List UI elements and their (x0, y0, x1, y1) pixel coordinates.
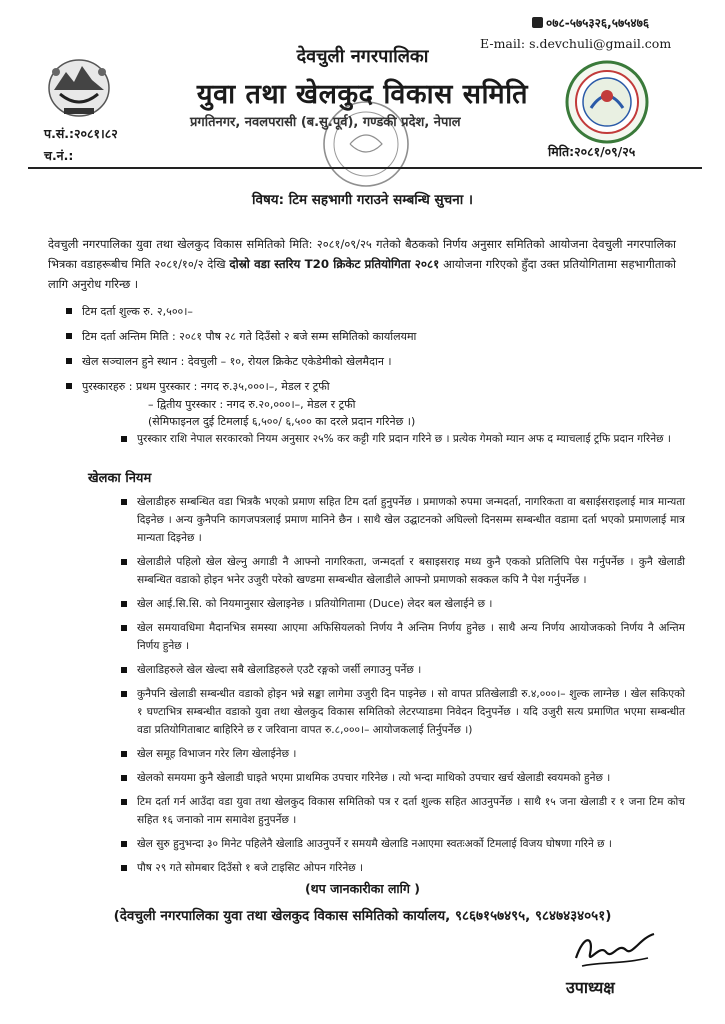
header-divider (28, 167, 702, 169)
official-stamp-icon (316, 98, 416, 190)
intro-text-after: आयोजना गरिएको हुँदा उक्त प्रतियोगितामा सहभागीताको लागि अनुरोध गरिन्छ । (48, 257, 676, 291)
rule-item: खेल आई.सि.सि. को नियमानुसार खेलाइनेछ । प्रतियोगितामा (Duce) लेदर बल खेलाईने छ । (119, 595, 685, 613)
rule-item: खेलको समयमा कुनै खेलाडी घाइते भएमा प्राथमिक उपचार गरिनेछ । त्यो भन्दा माथिको उपचार खर्च खेलाडी स्वयमको हुनेछ । (119, 769, 685, 787)
organization-name: देवचुली नगरपालिका (296, 46, 429, 67)
phone-text: ०७८-५७५३२६,५७५४७६ (546, 16, 650, 30)
rule-item: खेलाडीहरु सम्बन्धित वडा भित्रकै भएको प्रमाण सहित टिम दर्ता हुनुपर्नेछ । प्रमाणको रुपमा जन्मदर्ता, नागरिकता वा बसाईसराइलाई मात्र मान्यता दिइनेछ । अन्य कुनैपनि कागजपत्रलाई प्रमाण मानिने छैन । साथै खेल उद्घाटनको अघिल्लो दिनसम्म सम्बन्धीत वडामा दर्ता भएको प्रमाणलाई मात्र मान्यता दिइनेछ । (119, 493, 685, 547)
semifinal-prize: (सेमिफाइनल दुई टिमलाई ६,५००/ ६,५०० का दरले प्रदान गरिनेछ ।) (148, 415, 416, 428)
info-item-fee: टिम दर्ता शुल्क रु. २,५००।– (64, 302, 664, 321)
phone-number (532, 14, 649, 31)
rule-item: खेलाडीले पहिलो खेल खेल्नु अगाडी नै आफ्नो नागरिकता, जन्मदर्ता र बसाइसराइ मध्य कुनै एकको प्रतिलिपि पेस गर्नुपर्नेछ । कुनै खेलाडी सम्बन्धित वडाको होइन भनेर उजुरी परेको खण्डमा सम्बन्धीत खेलाडीले आफ्नो प्रमाणको सक्कल कपि नै पेश गर्नुपर्नेछ । (119, 553, 685, 589)
more-info-label: (थप जानकारीका लागि ) (304, 881, 421, 896)
address: प्रगतिनगर, नवलपरासी (ब.सु.पूर्व), गण्डकी प्रदेश, नेपाल (190, 115, 461, 130)
rules-list (119, 493, 685, 883)
letter-date: मिति:२०८१/०९/२५ (548, 144, 636, 159)
rules-heading: खेलका नियम (88, 471, 152, 486)
intro-paragraph (48, 234, 676, 294)
committee-name: युवा तथा खेलकुद विकास समिति (196, 79, 529, 110)
tournament-name: दोस्रो वडा स्तरिय T20 क्रिकेट प्रतियोगिता २०८१ (229, 257, 440, 271)
subject-line: विषय: टिम सहभागी गराउने सम्बन्धि सुचना । (251, 192, 474, 208)
intro-text-before: देवचुली नगरपालिका युवा तथा खेलकुद विकास समितिको मिति: २०८१/०९/२५ गतेको बैठकको निर्णय अनुसार समितिको आयोजना देवचुली नगरपालिका भित्रका वडाहरूबीच मिति २०८१/१०/२ देखि (48, 237, 676, 271)
office-contact: (देवचुली नगरपालिका युवा तथा खेलकुद विकास समितिको कार्यालय, ९८६७१५७४९५, ९८४७४३४०५१) (113, 908, 612, 924)
designation: उपाध्यक्ष (566, 978, 615, 997)
rule-item: पौष २९ गते सोमबार दिउँसो १ बजे टाइसिट ओपन गरिनेछ । (119, 859, 685, 877)
prize-note: पुरस्कार राशि नेपाल सरकारको नियम अनुसार २५% कर कट्टी गरि प्रदान गरिने छ । प्रत्येक गेमको म्यान अफ द म्याचलाई ट्रफि प्रदान गरिनेछ । (119, 430, 685, 448)
rule-item: खेल समयावधिमा मैदानभित्र समस्या आएमा अफिसियलको निर्णय नै अन्तिम निर्णय हुनेछ । साथै अन्य निर्णय आयोजकको निर्णय नै अन्तिम निर्णय हुनेछ । (119, 619, 685, 655)
info-item-deadline: टिम दर्ता अन्तिम मिति : २०८१ पौष २८ गते दिउँसो २ बजे सम्म समितिको कार्यालयमा (64, 327, 664, 346)
second-prize: – द्वितीय पुरस्कार : नगद रु.२०,०००।–, मेडल र ट्रफी (148, 398, 356, 411)
dispatch-number: च.नं.: (44, 148, 74, 163)
email: E-mail: s.devchuli@gmail.com (480, 36, 672, 51)
reference-number: प.सं.:२०८१।८२ (44, 126, 118, 141)
info-item-prizes (64, 377, 664, 430)
first-prize: पुरस्कारहरु : प्रथम पुरस्कार : नगद रु.३५,०००।–, मेडल र ट्रफी (82, 380, 330, 393)
rule-item: कुनैपनि खेलाडी सम्बन्धीत वडाको होइन भन्ने सङ्का लागेमा उजुरी दिन पाइनेछ । सो वापत प्रतिखेलाडी रु.४,०००।– शुल्क लाग्नेछ । खेल सकिएको १ घण्टाभित्र सम्बन्धीत वडाको युवा तथा खेलकुद विकास समितिको लेटरप्याडमा निवेदन दिनुपर्नेछ । यदि उजुरी सत्य प्रमाणित भएमा सम्बन्धीत वडा प्रतियोगिताबाट बाहिरिने छ र जरिवाना वापत रु.८,०००।– आयोजकलाई तिर्नुपर्नेछ ।) (119, 685, 685, 739)
info-list (64, 302, 664, 430)
info-item-venue: खेल सञ्चालन हुने स्थान : देवचुली – १०, रोयल क्रिकेट एकेडेमीको खेलमैदान । (64, 352, 664, 371)
rule-item: टिम दर्ता गर्न आउँदा वडा युवा तथा खेलकुद विकास समितिको पत्र र दर्ता शुल्क सहित आउनुपर्नेछ । साथै १५ जना खेलाडी र १ जना टिम कोच सहित १६ जनाको नाम समावेश हुनुपर्नेछ । (119, 793, 685, 829)
rule-item: खेल समूह विभाजन गरेर लिग खेलाईनेछ । (119, 745, 685, 763)
committee-logo-icon (563, 58, 651, 146)
phone-icon (532, 17, 543, 28)
rule-item: खेलाडिहरुले खेल खेल्दा सबै खेलाडिहरुले एउटै रङ्गको जर्सी लगाउनु पर्नेछ । (119, 661, 685, 679)
signature-icon (570, 924, 660, 974)
rule-item: खेल सुरु हुनुभन्दा ३० मिनेट पहिलेनै खेलाडि आउनुपर्ने र समयमै खेलाडि नआएमा स्वतःअर्को टिमलाई विजय घोषणा गरिने छ । (119, 835, 685, 853)
